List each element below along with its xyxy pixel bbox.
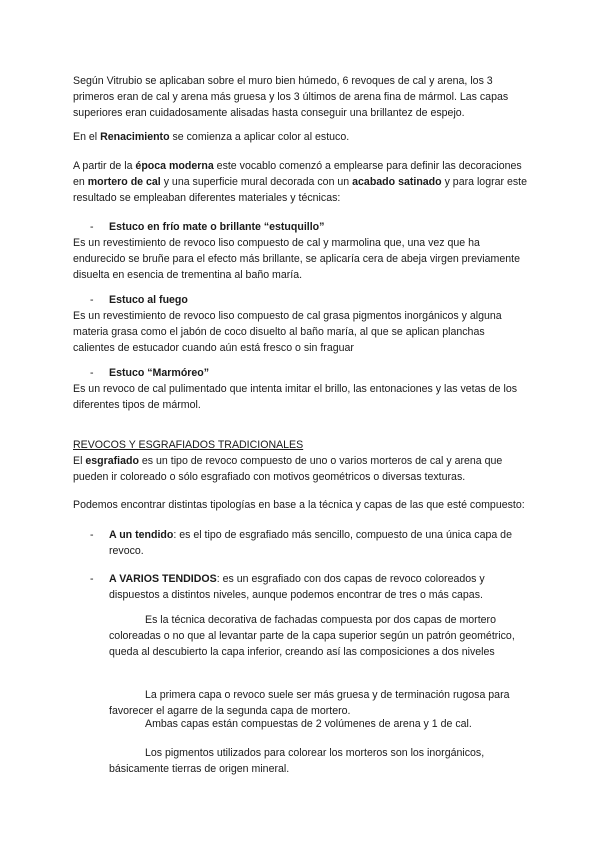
- bold-term: A VARIOS TENDIDOS: [109, 573, 217, 585]
- detail-paragraph-tecnica: Es la técnica decorativa de fachadas compuesta por dos capas de mortero coloreadas o no que al levantar parte de la capa superior según un patrón geométrico, queda al descubierto la capa inferior, creando así las composiciones a dos niveles: [109, 614, 515, 658]
- text: este vocablo comenzó a emplearse para definir las decoraciones en: [73, 160, 522, 188]
- detail-paragraph-primera-capa: La primera capa o revoco suele ser más gruesa y de terminación rugosa para favorecer el agarre de la segunda capa de mortero.: [109, 689, 510, 717]
- text: y para lograr este resultado se empleaban diferentes materiales y técnicas:: [73, 176, 528, 204]
- paragraph-renacimiento: [73, 129, 528, 145]
- paragraph-esgrafiado: [73, 453, 528, 485]
- type-item-un-tendido: [109, 527, 519, 559]
- stucco-title-fuego: Estuco al fuego: [109, 294, 188, 306]
- bold-term: Renacimiento: [100, 131, 170, 143]
- bold-term: A un tendido: [109, 529, 174, 541]
- text: : es un esgrafiado con dos capas de revoco coloreados y dispuestos a distintos niveles, aunque podemos encontrar de tres o más capas.: [109, 573, 485, 601]
- paragraph-tipologias: Podemos encontrar distintas tipologías en base a la técnica y capas de las que esté compuesto:: [73, 499, 525, 511]
- section-heading: REVOCOS Y ESGRAFIADOS TRADICIONALES: [73, 439, 304, 451]
- detail-paragraph-ambas-capas: Ambas capas están compuestas de 2 volúmenes de arena y 1 de cal.: [145, 718, 472, 730]
- bullet-dash: -: [90, 529, 94, 541]
- paragraph-vitrubio: Según Vitrubio se aplicaban sobre el muro bien húmedo, 6 revoques de cal y arena, los 3 primeros eran de cal y arena más gruesa y los 3 últimos de arena fina de mármol. Las capas superiores eran cuidadosamente alisadas hasta conseguir una brillantez de espejo.: [73, 75, 509, 119]
- text: El: [73, 455, 86, 467]
- stucco-title-marmoreo: Estuco “Marmóreo”: [109, 367, 210, 379]
- bold-term: mortero de cal: [87, 176, 161, 188]
- bold-term: esgrafiado: [85, 455, 139, 467]
- text: En el: [73, 131, 101, 143]
- type-item-varios-tendidos: [109, 571, 519, 603]
- bullet-dash: -: [90, 221, 94, 233]
- bullet-dash: -: [90, 367, 94, 379]
- paragraph-epoca-moderna: [73, 158, 528, 206]
- stucco-text-marmoreo: Es un revoco de cal pulimentado que intenta imitar el brillo, las entonaciones y las vetas de los diferentes tipos de mármol.: [73, 383, 518, 411]
- bullet-dash: -: [90, 573, 94, 585]
- detail-paragraph-pigmentos: Los pigmentos utilizados para colorear los morteros son los inorgánicos, básicamente tierras de origen mineral.: [109, 747, 485, 775]
- text: se comienza a aplicar color al estuco.: [169, 131, 350, 143]
- text: A partir de la: [73, 160, 136, 172]
- text: : es el tipo de esgrafiado más sencillo, compuesto de una única capa de revoco.: [109, 529, 512, 557]
- text: es un tipo de revoco compuesto de uno o varios morteros de cal y arena que pueden ir coloreado o sólo esgrafiado con motivos geométricos o diversas texturas.: [73, 455, 503, 483]
- text: y una superficie mural decorada con un: [160, 176, 353, 188]
- bold-term: acabado satinado: [352, 176, 442, 188]
- bold-term: época moderna: [135, 160, 214, 172]
- stucco-title-frio: Estuco en frío mate o brillante “estuquillo”: [109, 221, 325, 233]
- stucco-text-frio: Es un revestimiento de revoco liso compuesto de cal y marmolina que, una vez que ha endurecido se bruñe para el efecto más brillante, se aplicaría cera de abeja virgen previamente disuelta en esencia de trementina al baño maría.: [73, 237, 520, 281]
- bullet-dash: -: [90, 294, 94, 306]
- stucco-text-fuego: Es un revestimiento de revoco liso compuesto de cal grasa pigmentos inorgánicos y alguna materia grasa como el jabón de coco disuelto al baño maría, al que se aplican planchas calientes de estucador cuando aún está fresco o sin fraguar: [73, 310, 502, 354]
